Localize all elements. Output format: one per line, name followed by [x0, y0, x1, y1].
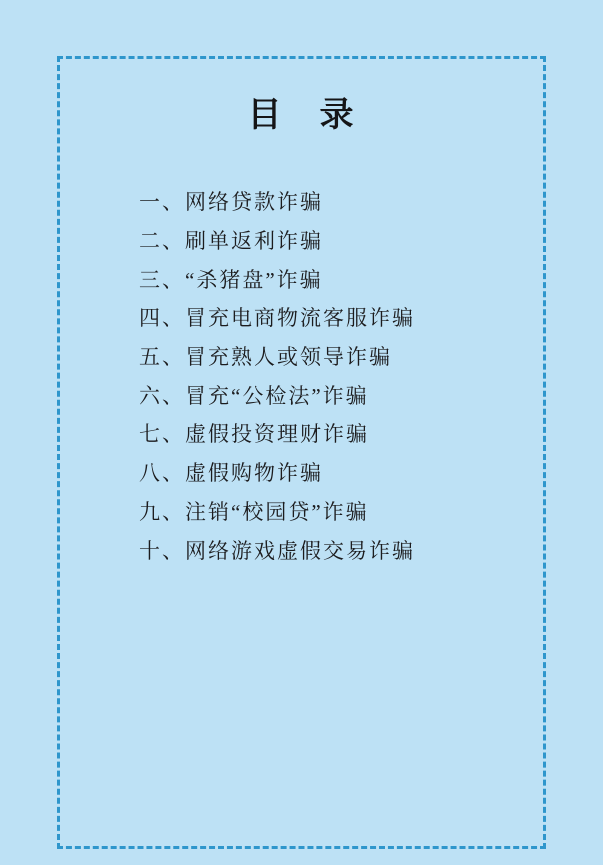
toc-item: 一、网络贷款诈骗 [139, 190, 323, 215]
toc-list [139, 182, 539, 569]
toc-item: 六、冒充“公检法”诈骗 [139, 383, 369, 408]
toc-item: 八、虚假购物诈骗 [139, 461, 323, 486]
toc-item: 九、注销“校园贷”诈骗 [139, 499, 369, 524]
toc-item: 七、虚假投资理财诈骗 [139, 422, 369, 447]
toc-item: 三、“杀猪盘”诈骗 [139, 267, 323, 292]
toc-item: 十、网络游戏虚假交易诈骗 [139, 538, 415, 563]
page-title: 目 录 [247, 97, 356, 134]
toc-item: 二、刷单返利诈骗 [139, 229, 323, 254]
toc-item: 四、冒充电商物流客服诈骗 [139, 306, 415, 331]
toc-item: 五、冒充熟人或领导诈骗 [139, 345, 392, 370]
